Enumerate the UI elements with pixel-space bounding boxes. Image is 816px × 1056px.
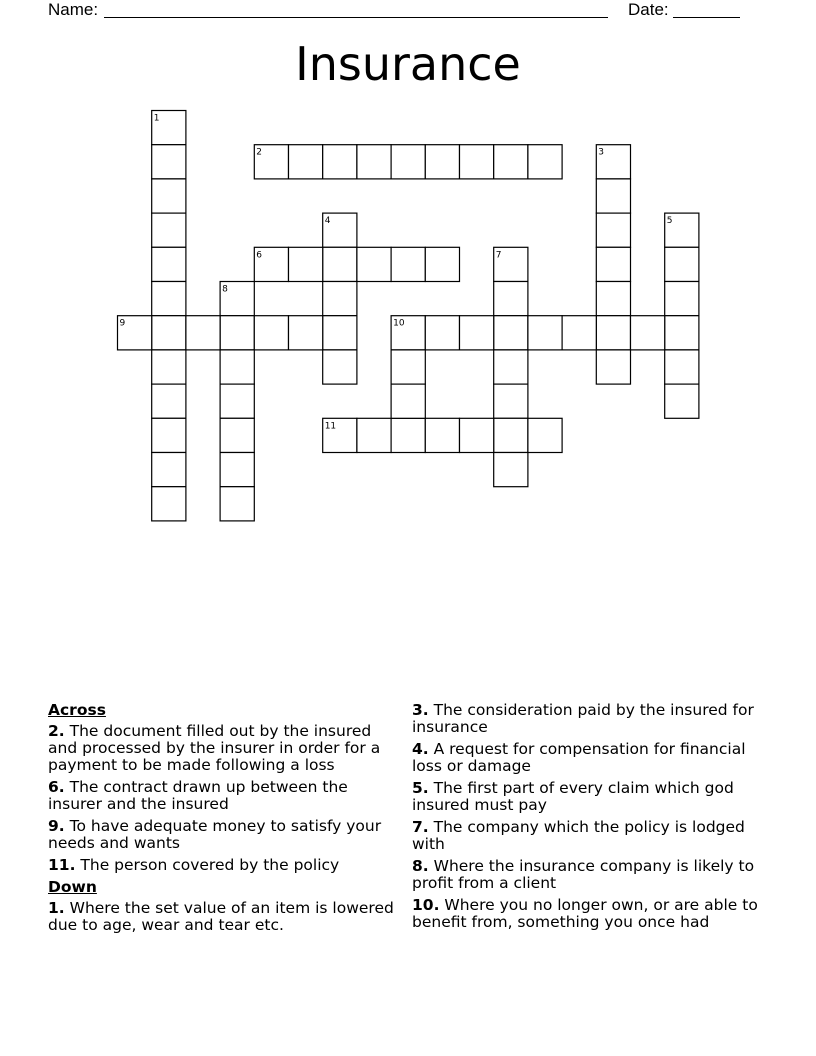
down-clue-7 — [412, 819, 762, 853]
clue-text: The person covered by the policy — [80, 856, 340, 874]
clue-text: Where you no longer own, or are able to benefit from, something you once had — [412, 896, 758, 931]
cell-number: 4 — [324, 216, 331, 227]
grid-cell[interactable] — [289, 145, 323, 179]
grid-cell[interactable] — [186, 316, 220, 350]
cell-number: 2 — [256, 147, 263, 158]
cell-number: 10 — [393, 318, 405, 329]
across-clue-6 — [48, 779, 396, 813]
clue-number: 1. — [48, 899, 65, 917]
name-label: Name: — [48, 0, 99, 19]
across-clue-2 — [48, 723, 396, 774]
down-clue-3 — [412, 702, 762, 736]
grid-cell[interactable] — [460, 418, 494, 452]
grid-cell[interactable] — [596, 213, 630, 247]
grid-cell[interactable] — [220, 453, 254, 487]
page-title: Insurance — [295, 37, 521, 91]
grid-cell[interactable] — [596, 247, 630, 281]
grid-cell[interactable] — [323, 282, 357, 316]
grid-cell[interactable] — [528, 145, 562, 179]
grid-cell[interactable] — [323, 247, 357, 281]
grid-cell[interactable] — [289, 316, 323, 350]
grid-cell[interactable] — [152, 418, 186, 452]
grid-cell[interactable] — [425, 145, 459, 179]
grid-cell[interactable] — [391, 418, 425, 452]
across-heading: Across — [48, 701, 106, 719]
grid-cell[interactable] — [528, 418, 562, 452]
grid-cell[interactable] — [665, 282, 699, 316]
clue-number: 4. — [412, 740, 429, 758]
grid-cell[interactable] — [425, 418, 459, 452]
grid-cell[interactable] — [323, 316, 357, 350]
grid-cell[interactable] — [494, 453, 528, 487]
grid-cell[interactable] — [425, 247, 459, 281]
clue-number: 8. — [412, 857, 429, 875]
down-heading: Down — [48, 878, 97, 896]
cell-number: 7 — [495, 250, 502, 261]
clue-number: 7. — [412, 818, 429, 836]
grid-cell[interactable] — [152, 316, 186, 350]
grid-cell[interactable] — [665, 384, 699, 418]
grid-cell[interactable] — [494, 282, 528, 316]
clue-number: 11. — [48, 856, 76, 874]
cell-number: 9 — [119, 318, 126, 329]
clue-number: 6. — [48, 778, 65, 796]
clue-number: 3. — [412, 701, 429, 719]
grid-cell[interactable] — [494, 418, 528, 452]
grid-cell[interactable] — [494, 145, 528, 179]
grid-cell[interactable] — [596, 282, 630, 316]
grid-cell[interactable] — [289, 247, 323, 281]
grid-cell[interactable] — [152, 453, 186, 487]
grid-cell[interactable] — [391, 247, 425, 281]
grid-cell[interactable] — [528, 316, 562, 350]
down-clue-8 — [412, 858, 762, 892]
cell-number: 1 — [153, 113, 160, 124]
clue-text: A request for compensation for financial loss or damage — [412, 740, 746, 775]
cell-number: 11 — [324, 421, 337, 432]
grid-cell[interactable] — [323, 350, 357, 384]
grid-cell[interactable] — [220, 418, 254, 452]
clue-number: 10. — [412, 896, 440, 914]
grid-cell[interactable] — [220, 487, 254, 521]
cell-number: 8 — [222, 284, 228, 295]
down-clue-5 — [412, 780, 762, 814]
clue-text: The company which the policy is lodged with — [412, 818, 745, 853]
cell-number: 3 — [598, 147, 605, 158]
grid-cell[interactable] — [152, 282, 186, 316]
date-label: Date: — [628, 0, 669, 19]
grid-cell[interactable] — [152, 384, 186, 418]
grid-cell[interactable] — [357, 247, 391, 281]
grid-cell[interactable] — [152, 179, 186, 213]
grid-cell[interactable] — [152, 247, 186, 281]
across-clue-11 — [48, 857, 396, 874]
down-clue-4 — [412, 741, 762, 775]
clue-text: Where the insurance company is likely to profit from a client — [412, 857, 755, 892]
clue-number: 9. — [48, 817, 65, 835]
grid-cell[interactable] — [220, 384, 254, 418]
clue-text: The contract drawn up between the insurer and the insured — [48, 778, 348, 813]
grid-cell[interactable] — [425, 316, 459, 350]
clues-left-column — [48, 702, 396, 939]
clue-text: The consideration paid by the insured for insurance — [412, 701, 754, 736]
grid-cell[interactable] — [665, 247, 699, 281]
clue-text: Where the set value of an item is lowered due to age, wear and tear etc. — [48, 899, 394, 934]
grid-cell[interactable] — [152, 213, 186, 247]
cell-number: 6 — [256, 250, 263, 261]
clue-number: 2. — [48, 722, 65, 740]
clues-right-column — [412, 702, 762, 936]
down-clue-1 — [48, 900, 396, 934]
grid-cell[interactable] — [596, 179, 630, 213]
grid-cell[interactable] — [494, 350, 528, 384]
clue-number: 5. — [412, 779, 429, 797]
cell-number: 5 — [666, 216, 673, 227]
grid-cell[interactable] — [152, 145, 186, 179]
grid-cell[interactable] — [460, 145, 494, 179]
grid-cell[interactable] — [562, 316, 596, 350]
grid-cell[interactable] — [391, 384, 425, 418]
grid-cell[interactable] — [494, 316, 528, 350]
grid-cell[interactable] — [494, 384, 528, 418]
down-clue-10 — [412, 897, 762, 931]
grid-cell[interactable] — [596, 316, 630, 350]
grid-cell[interactable] — [631, 316, 665, 350]
grid-cell[interactable] — [460, 316, 494, 350]
grid-cell[interactable] — [220, 350, 254, 384]
grid-cell[interactable] — [357, 418, 391, 452]
grid-cell[interactable] — [152, 350, 186, 384]
grid-cell[interactable] — [152, 487, 186, 521]
grid-cell[interactable] — [323, 145, 357, 179]
grid-cell[interactable] — [357, 145, 391, 179]
grid-cell[interactable] — [596, 350, 630, 384]
grid-cell[interactable] — [254, 316, 288, 350]
grid-cell[interactable] — [391, 145, 425, 179]
clue-text: The document filled out by the insured and processed by the insurer in order for a payment to be made following a loss — [48, 722, 381, 774]
grid-cell[interactable] — [665, 316, 699, 350]
clue-text: The first part of every claim which god insured must pay — [412, 779, 734, 814]
grid-cell[interactable] — [391, 350, 425, 384]
across-clue-9 — [48, 818, 396, 852]
clue-text: To have adequate money to satisfy your needs and wants — [48, 817, 382, 852]
grid-cell[interactable] — [665, 350, 699, 384]
grid-cell[interactable] — [220, 316, 254, 350]
